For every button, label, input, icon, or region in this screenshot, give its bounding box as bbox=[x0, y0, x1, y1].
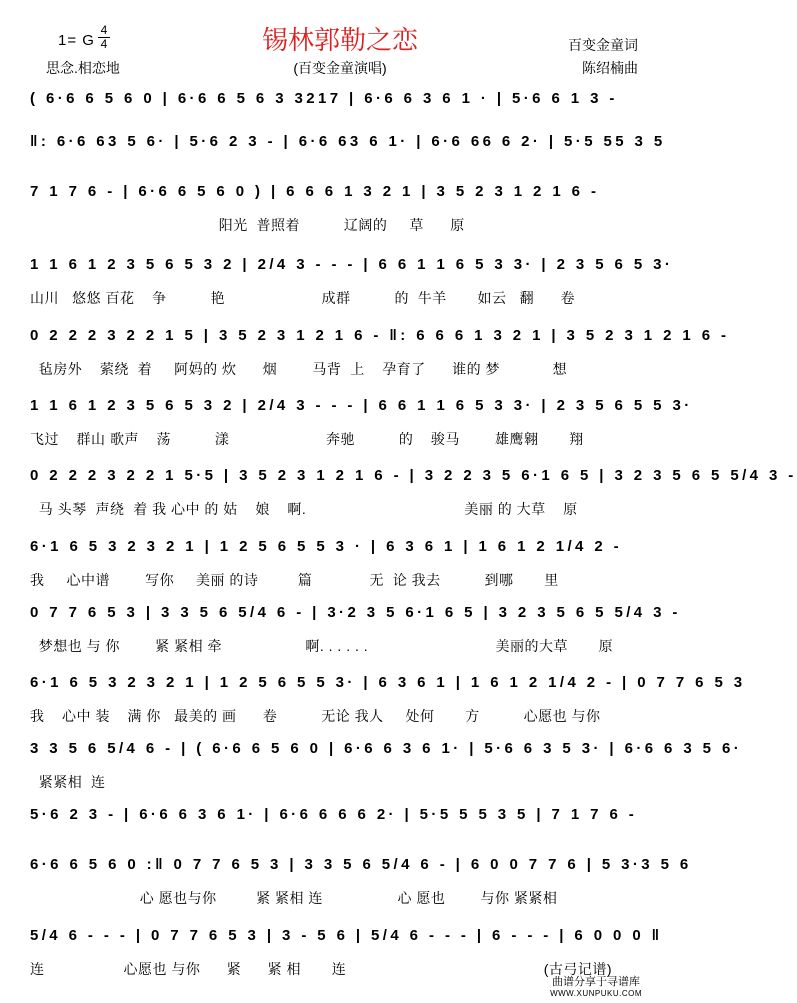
score-system bbox=[30, 183, 656, 243]
lyric-line: 我 心中谱 写你 美丽 的诗 篇 无 论 我去 到哪 里 bbox=[30, 572, 559, 588]
notation-line: 6·6 6 5 6 0 :‖ 0 7 7 6 5 3 | 3 3 5 6 5/4 6 - | 6 0 0 7 7 6 | 5 3·3 5 6 bbox=[30, 856, 692, 873]
score-system bbox=[30, 256, 674, 316]
performer-credit: (百变金童演唱) bbox=[293, 60, 387, 76]
lyric-line: 飞过 群山 歌声 荡 漾 奔驰 的 骏马 雄鹰翱 翔 bbox=[30, 431, 584, 447]
notation-line: 1 1 6 1 2 3 5 6 5 3 2 | 2/4 3 - - - | 6 6 1 1 6 5 3 3· | 2 3 5 6 5 3· bbox=[30, 256, 674, 273]
lyric-line: 阳光 普照着 辽阔的 草 原 bbox=[30, 217, 465, 233]
notation-line: 6·1 6 5 3 2 3 2 1 | 1 2 5 6 5 5 3 · | 6 3 6 1 | 1 6 1 2 1/4 2 - bbox=[30, 538, 623, 555]
site-watermark bbox=[550, 976, 642, 1000]
score-system bbox=[30, 740, 743, 800]
notation-line: 5/4 6 - - - | 0 7 7 6 5 3 | 3 - 5 6 | 5/4 6 - - - | 6 - - - | 6 0 0 0 ‖ bbox=[30, 927, 663, 944]
time-signature-top: 4 bbox=[100, 23, 108, 37]
lyric-line: 山川 悠悠 百花 争 艳 成群 的 牛羊 如云 翻 卷 bbox=[30, 290, 575, 306]
key-signature: 1= G bbox=[58, 32, 95, 49]
notation-line: ( 6·6 6 5 6 0 | 6·6 6 5 6 3 3217 | 6·6 6 3 6 1 · | 5·6 6 1 3 - bbox=[30, 90, 618, 107]
notation-line: 0 2 2 2 3 2 2 1 5·5 | 3 5 2 3 1 2 1 6 - | 3 2 2 3 5 6·1 6 5 | 3 2 3 5 6 5 5/4 3 - bbox=[30, 467, 797, 484]
score-system bbox=[30, 674, 746, 734]
notation-line: 1 1 6 1 2 3 5 6 5 3 2 | 2/4 3 - - - | 6 6 1 1 6 5 3 3· | 2 3 5 6 5 5 3· bbox=[30, 397, 693, 414]
score-system bbox=[30, 397, 693, 457]
time-signature-bottom: 4 bbox=[98, 37, 110, 51]
notation-line: 6·1 6 5 3 2 3 2 1 | 1 2 5 6 5 5 3· | 6 3 6 1 | 1 6 1 2 1/4 2 - | 0 7 7 6 5 3 bbox=[30, 674, 746, 691]
score-system bbox=[30, 467, 797, 527]
lyricist-credit: 百变金童词 bbox=[568, 37, 638, 53]
watermark-text: 曲谱分享于寻谱库 bbox=[552, 976, 641, 988]
score-system bbox=[30, 327, 730, 387]
notation-line: 0 7 7 6 5 3 | 3 3 5 6 5/4 6 - | 3·2 3 5 6·1 6 5 | 3 2 3 5 6 5 5/4 3 - bbox=[30, 604, 681, 621]
score-system bbox=[30, 538, 656, 598]
composer-credit: 陈绍楠曲 bbox=[582, 60, 638, 76]
notation-line: 3 3 5 6 5/4 6 - | ( 6·6 6 5 6 0 | 6·6 6 3 6 1· | 5·6 6 3 5 3· | 6·6 6 3 5 6· bbox=[30, 740, 743, 757]
score-system bbox=[30, 856, 692, 916]
lyric-line: 我 心中 装 满 你 最美的 画 卷 无论 我人 处何 方 心愿也 与你 bbox=[30, 708, 601, 724]
score-system bbox=[30, 604, 681, 664]
lyric-line: 马 头琴 声绕 着 我 心中 的 姑 娘 啊. 美丽 的 大草 原 bbox=[30, 501, 578, 517]
notation-line: 0 2 2 2 3 2 2 1 5 | 3 5 2 3 1 2 1 6 - ‖: 6 6 6 1 3 2 1 | 3 5 2 3 1 2 1 6 - bbox=[30, 327, 730, 344]
notation-line: 5·6 2 3 - | 6·6 6 3 6 1· | 6·6 6 6 6 2· | 5·5 5 5 3 5 | 7 1 7 6 - bbox=[30, 806, 638, 823]
expression-marking: 思念.相恋地 bbox=[46, 60, 120, 76]
lyric-line: 毡房外 萦绕 着 阿妈的 炊 烟 马背 上 孕育了 谁的 梦 想 bbox=[30, 361, 568, 377]
lyric-line: 紧紧相 连 bbox=[30, 774, 106, 790]
song-title: 锡林郭勒之恋 bbox=[261, 26, 418, 56]
lyric-line: 梦想也 与 你 紧 紧相 牵 啊. . . . . . 美丽的大草 原 bbox=[30, 638, 614, 654]
notation-line: 7 1 7 6 - | 6·6 6 5 6 0 ) | 6 6 6 1 3 2 1 | 3 5 2 3 1 2 1 6 - bbox=[30, 183, 600, 200]
lyric-line: 连 心愿也 与你 紧 紧 相 连 (古弓记谱) bbox=[30, 961, 613, 977]
lyric-line: 心 愿也与你 紧 紧相 连 心 愿也 与你 紧紧相 bbox=[30, 890, 558, 906]
watermark-url: WWW.XUNPUKU.COM bbox=[550, 989, 642, 998]
notation-line: ‖: 6·6 63 5 6· | 5·6 2 3 - | 6·6 63 6 1· | 6·6 66 6 2· | 5·5 55 3 5 bbox=[30, 133, 666, 150]
